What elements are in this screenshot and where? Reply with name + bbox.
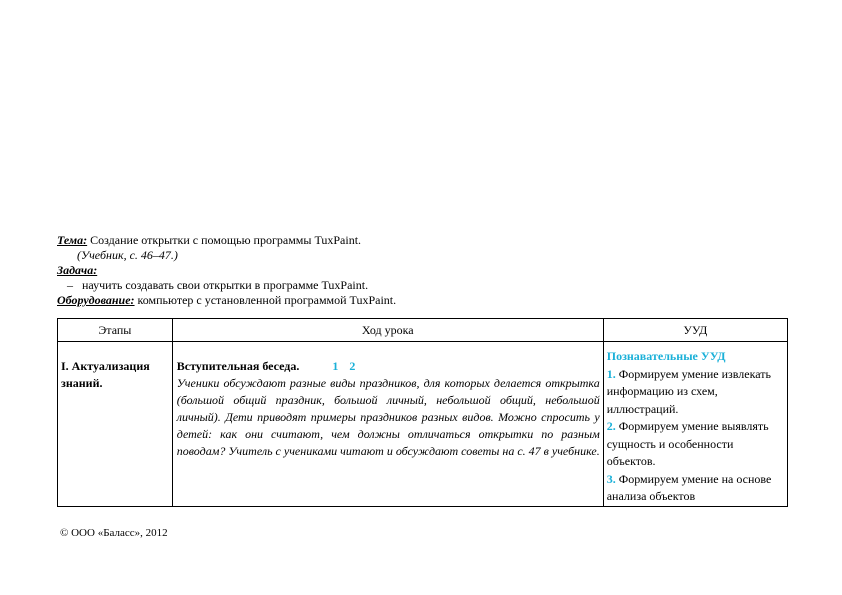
textbook-ref: (Учебник, с. 46–47.)	[77, 248, 178, 262]
task-item	[57, 278, 396, 293]
equipment-line	[57, 293, 396, 308]
course-title: Вступительная беседа.	[176, 359, 300, 373]
uud-item	[607, 418, 784, 471]
uud-cell	[603, 342, 787, 507]
task-line	[57, 263, 396, 278]
header-course: Ход урока	[172, 319, 603, 342]
copyright-footer: © ООО «Баласс», 2012	[60, 527, 168, 539]
course-nums: 1 2	[332, 359, 360, 373]
uud-item-num: 2.	[606, 419, 616, 433]
table-row	[58, 342, 788, 507]
header-uud: УУД	[603, 319, 787, 342]
dash-bullet: –	[67, 278, 82, 292]
task-item-text: научить создавать свои открытки в программе TuxPaint.	[82, 278, 369, 292]
uud-item-text: Формируем умение извлекать информацию из схем, иллюстраций.	[606, 366, 771, 416]
uud-item-text: Формируем умение выявлять сущность и особенности объектов.	[606, 419, 769, 468]
equipment-label: Оборудование:	[57, 293, 135, 307]
task-label: Задача:	[57, 263, 98, 277]
stage-cell: I. Актуализация знаний.	[58, 342, 173, 507]
table-header-row	[58, 319, 788, 342]
equipment-text: компьютер с установленной программой TuxPaint.	[137, 293, 397, 307]
header-stages: Этапы	[58, 319, 173, 342]
uud-item-text: Формируем умение на основе анализа объектов	[606, 471, 772, 503]
uud-title: Познавательные УУД	[606, 349, 726, 363]
uud-item-num: 3.	[606, 471, 616, 486]
course-heading	[177, 358, 600, 375]
uud-item	[607, 366, 784, 419]
lesson-intro	[57, 233, 396, 308]
lesson-table	[57, 318, 788, 507]
uud-item	[607, 471, 784, 506]
course-cell	[172, 342, 603, 507]
topic-label: Тема:	[57, 233, 88, 247]
topic-text: Создание открытки с помощью программы TuxPaint.	[90, 233, 362, 247]
topic-line	[57, 233, 396, 248]
uud-item-num: 1.	[606, 366, 616, 381]
course-text: Ученики обсуждают разные виды праздников, для которых делается открытка (большой общий праздник, большой личный, небольшой общий, небольшой личный). Дети приводят примеры праздников разных видов. Можно спросить у детей: как они считают, чем должны отличаться открытки по разным поводам? Учитель с учениками читают и обсуждают советы на с. 47 в учебнике.	[176, 376, 600, 458]
